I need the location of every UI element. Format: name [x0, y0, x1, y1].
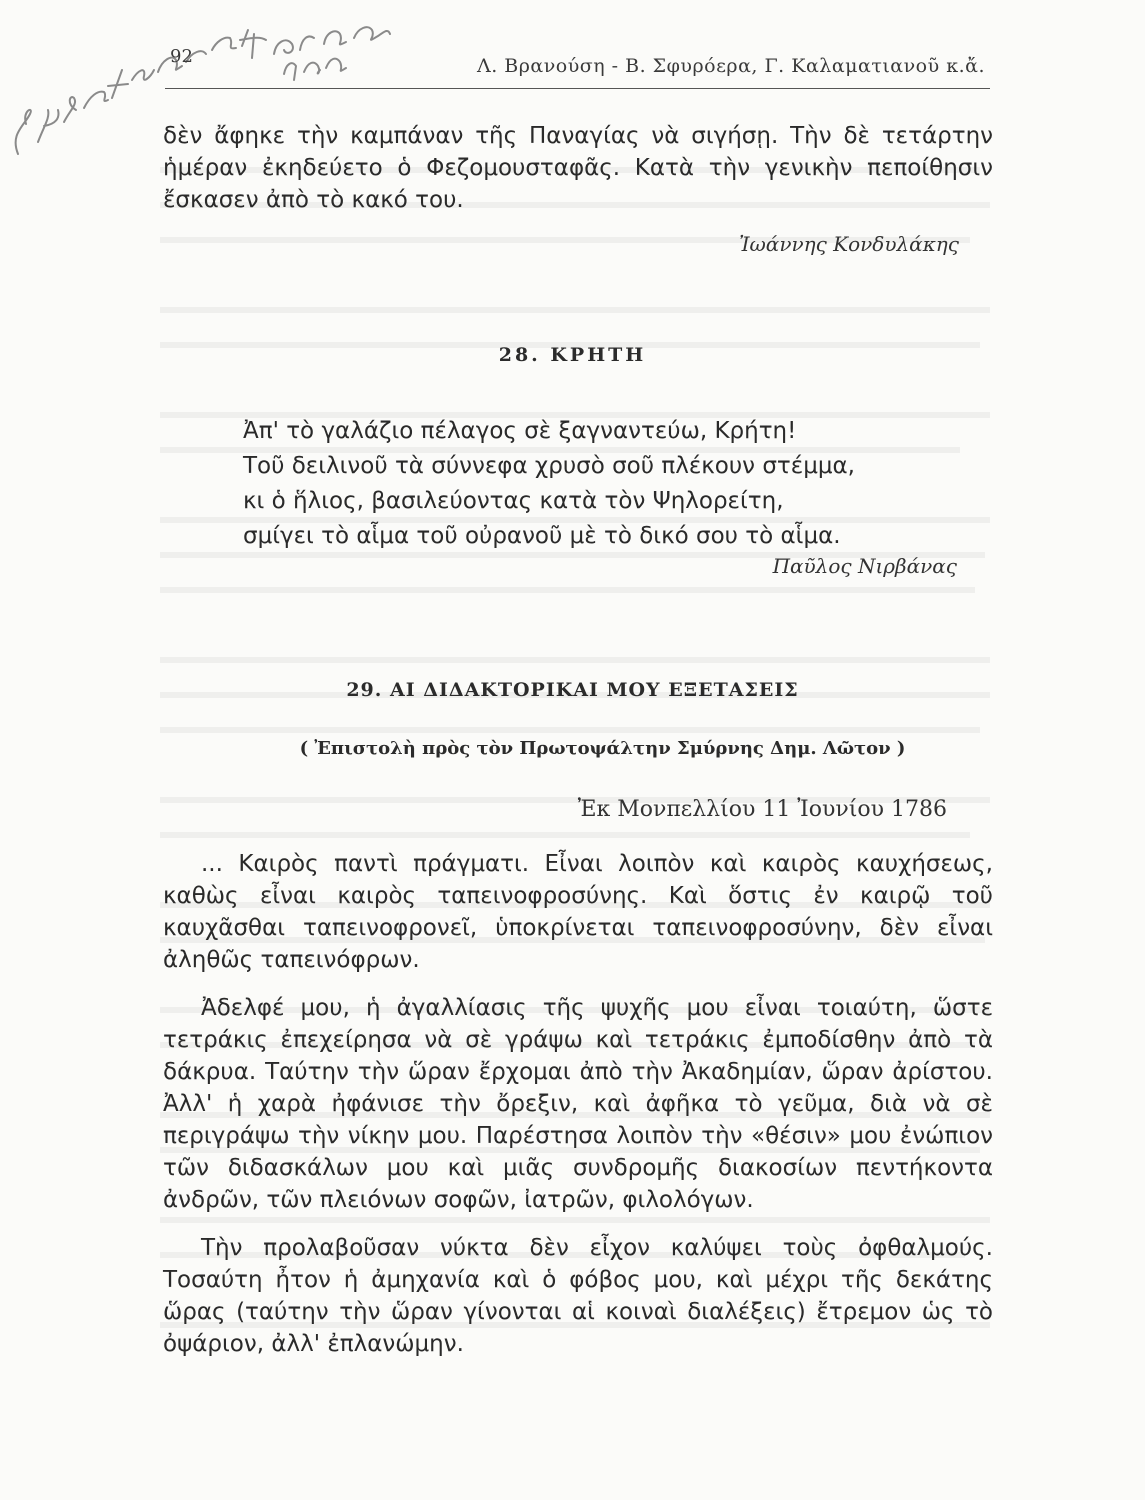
poem-line: Τοῦ δειλινοῦ τὰ σύννεφα χρυσὸ σοῦ πλέκουν στέμμα,: [243, 453, 855, 479]
excerpt-27-text: δὲν ἄφηκε τὴν καμπάναν τῆς Παναγίας νὰ σιγήσῃ. Τὴν δὲ τετάρτην ἡμέραν ἐκηδεύετο ὁ Φεζομουσταφᾶς. Κατὰ τὴν γενικὴν πεποίθησιν ἔσκασεν ἀπὸ τὸ κακό του.: [163, 123, 993, 213]
poem-line: σμίγει τὸ αἷμα τοῦ οὐρανοῦ μὲ τὸ δικό σου τὸ αἷμα.: [243, 523, 841, 549]
poem-krete: [243, 414, 855, 554]
page-number: 92: [170, 46, 193, 67]
section-28-title: 28. ΚΡΗΤΗ: [498, 344, 647, 366]
letter-paragraph-2: Ἀδελφέ μου, ἡ ἀγαλλίασις τῆς ψυχῆς μου εἶναι τοιαύτη, ὥστε τετράκις ἐπεχείρησα νὰ σὲ γράψω καὶ τετράκις ἐμποδίσθην ἀπὸ τὰ δάκρυα. Ταύτην τὴν ὥραν ἔρχομαι ἀπὸ τὴν Ἀκαδημίαν, ὥραν ἀρίστου. Ἀλλ' ἡ χαρὰ ἠφάνισε τὴν ὄρεξιν, καὶ ἀφῆκα τὸ γεῦμα, διὰ νὰ σὲ περιγράψω τὴν νίκην μου. Παρέστησα λοιπὸν τὴν «θέσιν» μου ἐνώπιον τῶν διδασκάλων μου καὶ μιᾶς συνδρομῆς διακοσίων πεντήκοντα ἀνδρῶν, τῶν πλειόνων σοφῶν, ἰατρῶν, φιλολόγων.: [163, 995, 993, 1213]
section-29-subtitle: ( Ἐπιστολὴ πρὸς τὸν Πρωτοψάλτην Σμύρνης Δημ. Λῶτον ): [299, 738, 906, 759]
letter-paragraph-3: Τὴν προλαβοῦσαν νύκτα δὲν εἶχον καλύψει τοὺς ὀφθαλμούς. Τοσαύτη ἦτον ἡ ἀμηχανία καὶ ὁ φόβος μου, καὶ μέχρι τῆς δεκάτης ὥρας (ταύτην τὴν ὥραν γίνονται αἱ κοιναὶ διαλέξεις) ἔτρεμον ὡς τὸ ὀψάριον, ἀλλ' ἐπλανώμην.: [163, 1235, 993, 1357]
section-29-title: 29. ΑΙ ΔΙΔΑΚΤΟΡΙΚΑΙ ΜΟΥ ΕΞΕΤΑΣΕΙΣ: [346, 679, 799, 701]
poem-line: κι ὁ ἥλιος, βασιλεύοντας κατὰ τὸν Ψηλορείτη,: [243, 488, 784, 514]
section-28-author: Παῦλος Νιρβάνας: [772, 554, 957, 578]
excerpt-27-author: Ἰωάννης Κονδυλάκης: [739, 232, 959, 256]
letter-dateline: Ἐκ Μονπελλίου 11 Ἰουνίου 1786: [577, 797, 947, 822]
letter-paragraph-1: ... Καιρὸς παντὶ πράγματι. Εἶναι λοιπὸν καὶ καιρὸς καυχήσεως, καθὼς εἶναι καιρὸς ταπεινοφροσύνης. Καὶ ὅστις ἐν καιρῷ τοῦ καυχᾶσθαι ταπεινοφρονεῖ, ὑποκρίνεται ταπεινοφροσύνην, δὲν εἶναι ἀληθῶς ταπεινόφρων.: [163, 851, 993, 973]
running-head: Λ. Βρανούση - Β. Σφυρόερα, Γ. Καλαματιανοῦ κ.ἄ.: [476, 55, 985, 77]
poem-line: Ἀπ' τὸ γαλάζιο πέλαγος σὲ ξαγναντεύω, Κρήτη!: [243, 418, 797, 444]
header-rule: [165, 88, 990, 89]
